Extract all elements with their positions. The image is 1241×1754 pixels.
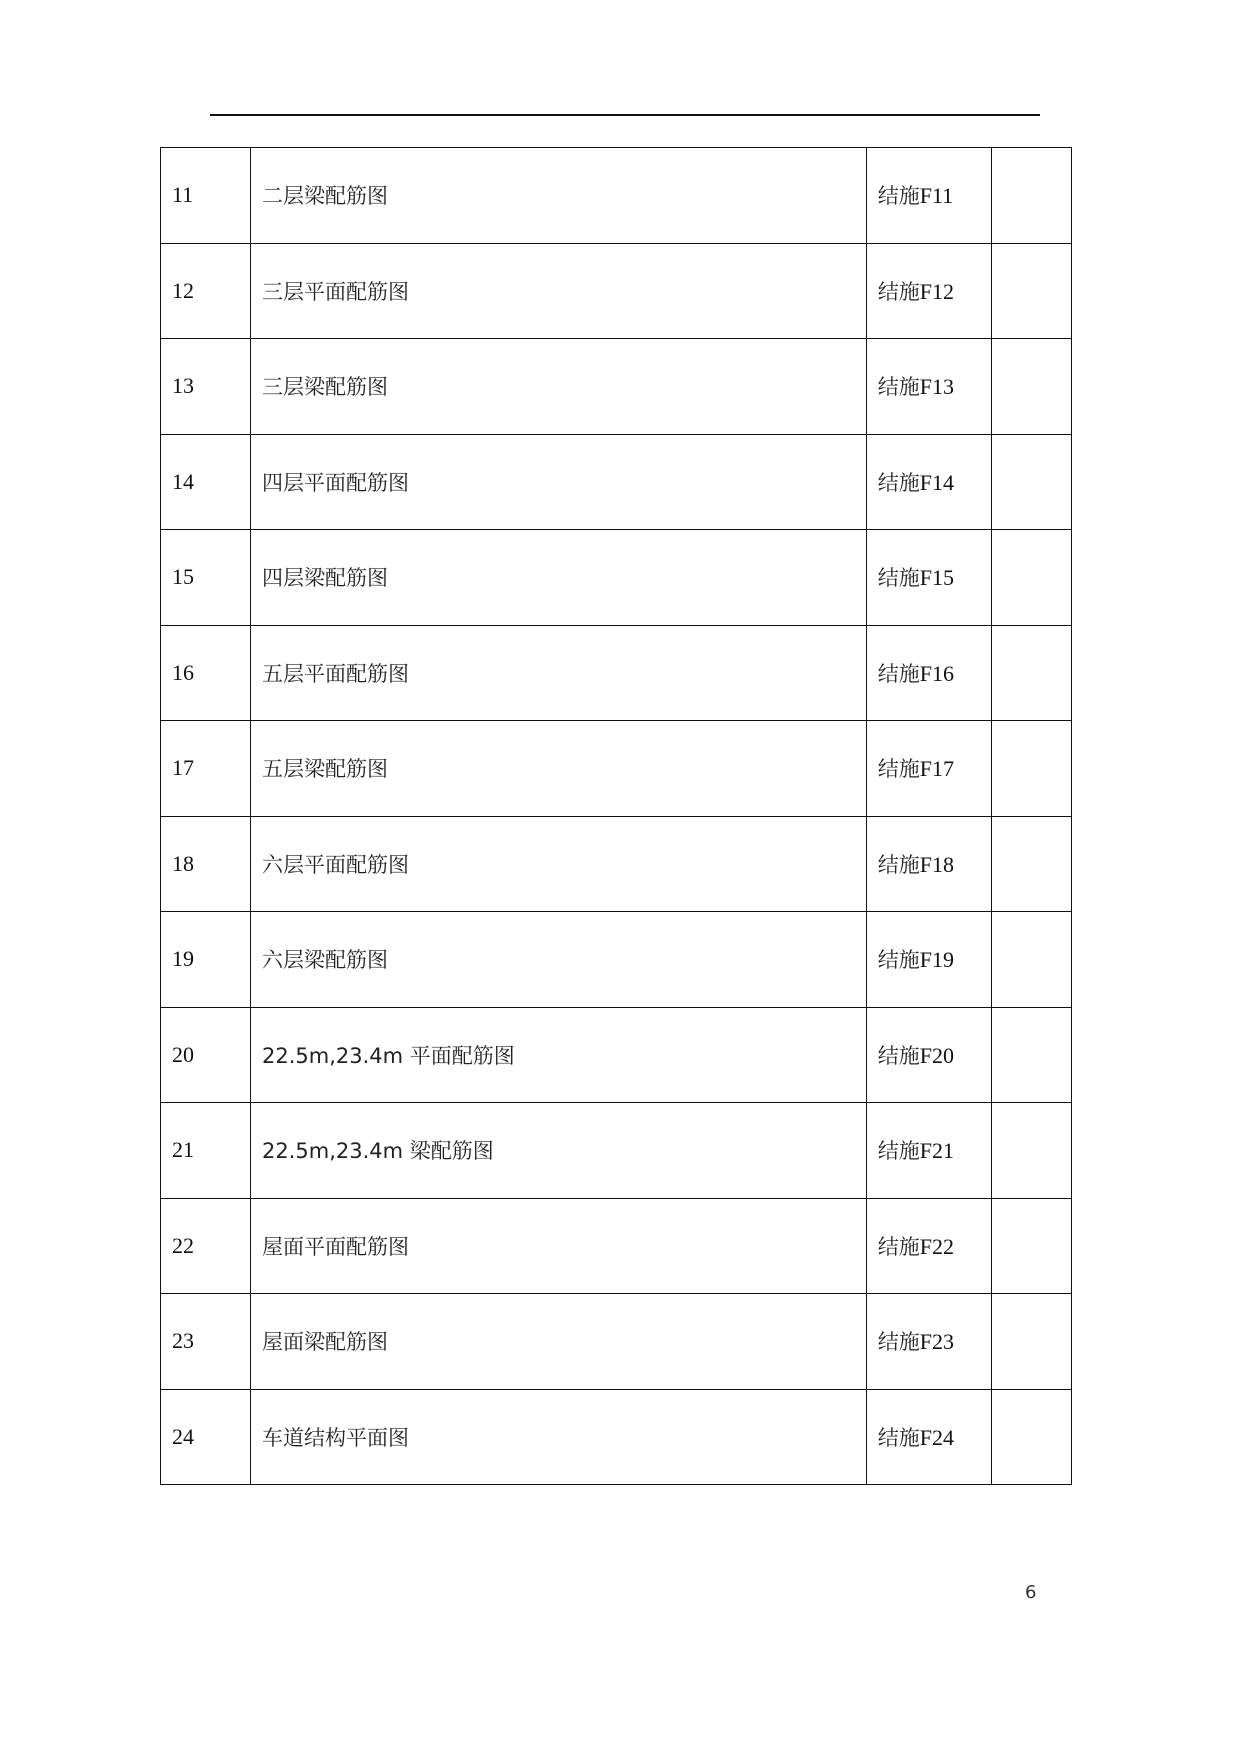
drawing-code — [866, 1007, 991, 1103]
drawing-title: 五层平面配筋图 — [250, 625, 866, 721]
remark-cell — [992, 530, 1072, 626]
drawing-code-prefix: 结施 — [877, 1330, 920, 1355]
drawing-code — [866, 148, 991, 244]
drawing-title: 二层梁配筋图 — [250, 148, 866, 244]
drawing-code-id: F15 — [919, 565, 954, 591]
table-row — [161, 1198, 1072, 1294]
drawing-title: 22.5m,23.4m 梁配筋图 — [250, 1103, 866, 1199]
drawing-code-prefix: 结施 — [877, 375, 920, 400]
remark-cell — [992, 1294, 1072, 1390]
table-row — [161, 1103, 1072, 1199]
table-row — [161, 243, 1072, 339]
drawing-code-id: F17 — [919, 756, 954, 782]
row-number: 13 — [161, 339, 251, 435]
remark-cell — [992, 148, 1072, 244]
drawing-title: 屋面平面配筋图 — [250, 1198, 866, 1294]
drawing-code-prefix: 结施 — [877, 566, 920, 591]
table-row — [161, 721, 1072, 817]
drawing-code-id: F22 — [919, 1233, 954, 1259]
drawing-code-prefix: 结施 — [877, 279, 920, 304]
drawing-code-id: F16 — [919, 660, 954, 686]
table-row — [161, 148, 1072, 244]
table-row — [161, 1389, 1072, 1485]
remark-cell — [992, 434, 1072, 530]
table-row — [161, 625, 1072, 721]
drawing-list-table — [160, 147, 1072, 1485]
row-number: 20 — [161, 1007, 251, 1103]
row-number: 21 — [161, 1103, 251, 1199]
table-row — [161, 434, 1072, 530]
drawing-code-id: F18 — [919, 851, 954, 877]
drawing-title: 六层平面配筋图 — [250, 816, 866, 912]
drawing-code — [866, 816, 991, 912]
page-number: 6 — [1025, 1582, 1037, 1603]
drawing-code-id: F13 — [919, 374, 954, 400]
drawing-title: 六层梁配筋图 — [250, 912, 866, 1008]
row-number: 17 — [161, 721, 251, 817]
drawing-code-id: F12 — [919, 278, 954, 304]
drawing-code — [866, 339, 991, 435]
remark-cell — [992, 1389, 1072, 1485]
drawing-code — [866, 721, 991, 817]
drawing-code — [866, 434, 991, 530]
drawing-code — [866, 1103, 991, 1199]
row-number: 11 — [161, 148, 251, 244]
drawing-code — [866, 1198, 991, 1294]
drawing-title: 22.5m,23.4m 平面配筋图 — [250, 1007, 866, 1103]
drawing-code-id: F23 — [919, 1329, 954, 1355]
drawing-title: 屋面梁配筋图 — [250, 1294, 866, 1390]
table-row — [161, 339, 1072, 435]
table-row — [161, 1294, 1072, 1390]
row-number: 22 — [161, 1198, 251, 1294]
drawing-title: 四层梁配筋图 — [250, 530, 866, 626]
drawing-code — [866, 912, 991, 1008]
drawing-title: 车道结构平面图 — [250, 1389, 866, 1485]
drawing-code-id: F19 — [919, 947, 954, 973]
table-row — [161, 1007, 1072, 1103]
drawing-code — [866, 625, 991, 721]
row-number: 23 — [161, 1294, 251, 1390]
drawing-code — [866, 243, 991, 339]
remark-cell — [992, 1007, 1072, 1103]
drawing-code-id: F11 — [919, 183, 954, 209]
drawing-title: 五层梁配筋图 — [250, 721, 866, 817]
remark-cell — [992, 243, 1072, 339]
table-row — [161, 912, 1072, 1008]
drawing-title: 四层平面配筋图 — [250, 434, 866, 530]
remark-cell — [992, 721, 1072, 817]
drawing-code-prefix: 结施 — [877, 1043, 920, 1068]
remark-cell — [992, 625, 1072, 721]
row-number: 19 — [161, 912, 251, 1008]
drawing-code-prefix: 结施 — [877, 757, 920, 782]
remark-cell — [992, 912, 1072, 1008]
drawing-code-prefix: 结施 — [877, 1425, 920, 1450]
row-number: 24 — [161, 1389, 251, 1485]
header-rule — [210, 114, 1040, 116]
drawing-code-prefix: 结施 — [877, 1139, 920, 1164]
drawing-code-id: F14 — [919, 469, 954, 495]
row-number: 14 — [161, 434, 251, 530]
drawing-code — [866, 1389, 991, 1485]
drawing-code-prefix: 结施 — [877, 184, 920, 209]
row-number: 16 — [161, 625, 251, 721]
drawing-title: 三层梁配筋图 — [250, 339, 866, 435]
drawing-code-id: F20 — [919, 1042, 954, 1068]
drawing-title: 三层平面配筋图 — [250, 243, 866, 339]
drawing-code-prefix: 结施 — [877, 852, 920, 877]
drawing-code-id: F24 — [919, 1424, 954, 1450]
drawing-code-id: F21 — [919, 1138, 954, 1164]
remark-cell — [992, 1103, 1072, 1199]
row-number: 12 — [161, 243, 251, 339]
remark-cell — [992, 1198, 1072, 1294]
row-number: 15 — [161, 530, 251, 626]
drawing-code-prefix: 结施 — [877, 661, 920, 686]
drawing-code-prefix: 结施 — [877, 470, 920, 495]
drawing-code — [866, 530, 991, 626]
table-row — [161, 816, 1072, 912]
row-number: 18 — [161, 816, 251, 912]
drawing-code — [866, 1294, 991, 1390]
remark-cell — [992, 339, 1072, 435]
drawing-code-prefix: 结施 — [877, 948, 920, 973]
table-row — [161, 530, 1072, 626]
remark-cell — [992, 816, 1072, 912]
drawing-code-prefix: 结施 — [877, 1234, 920, 1259]
